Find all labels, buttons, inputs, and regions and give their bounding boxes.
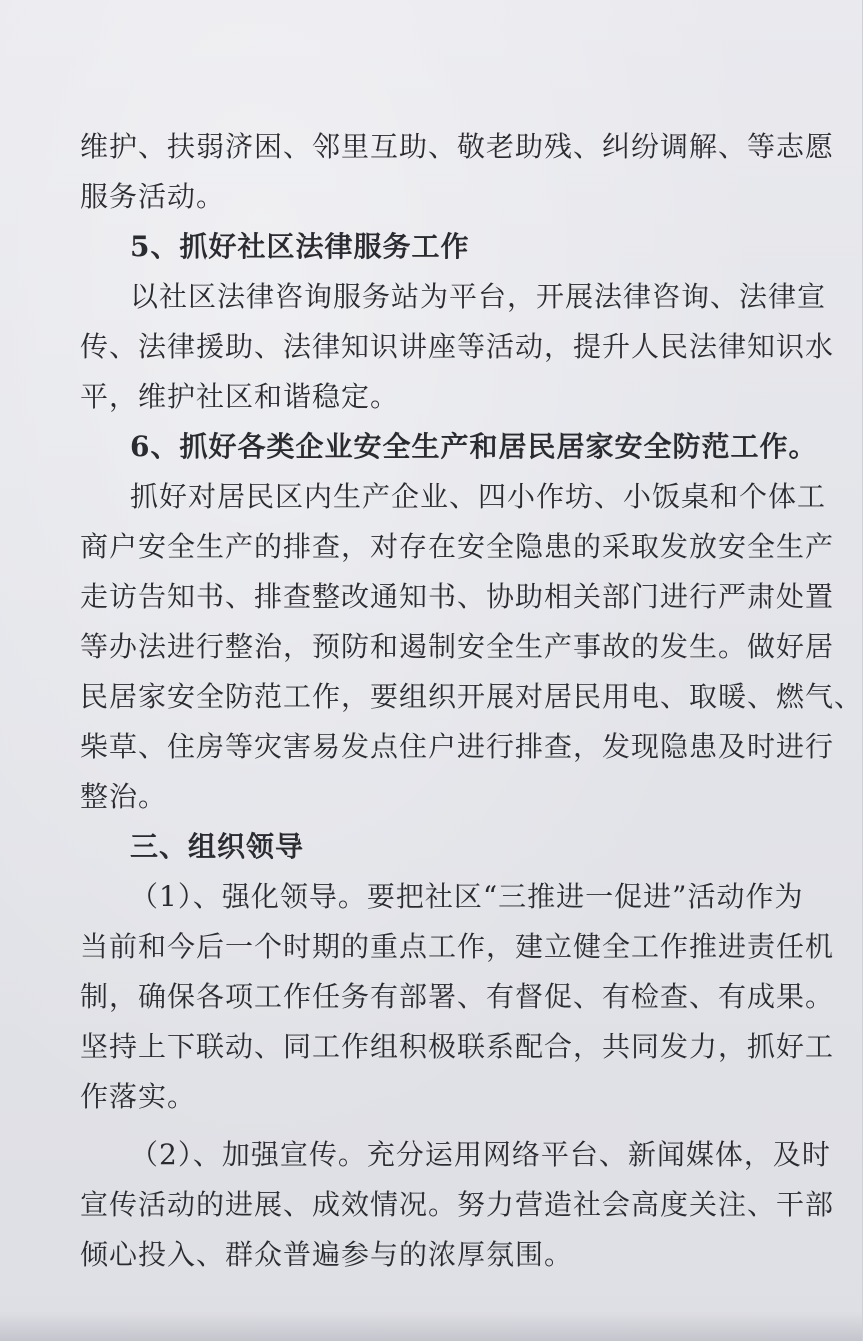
text-line: （1）、强化领导。要把社区“三推进一促进”活动作为 <box>130 880 804 913</box>
text-line: 以社区法律咨询服务站为平台，开展法律咨询、法律宣 <box>130 280 827 313</box>
text-line: 坚持上下联动、同工作组积极联系配合，共同发力，抓好工 <box>80 1030 835 1063</box>
document-body <box>80 122 863 1280</box>
text-line: 传、法律援助、法律知识讲座等活动，提升人民法律知识水 <box>80 330 835 363</box>
text-line: 当前和今后一个时期的重点工作，建立健全工作推进责任机 <box>80 930 835 963</box>
section-heading: 5、抓好社区法律服务工作 <box>130 230 470 263</box>
text-line: 柴草、住房等灾害易发点住户进行排查，发现隐患及时进行 <box>80 730 835 763</box>
text-line: 服务活动。 <box>80 180 226 213</box>
text-line: 整治。 <box>80 780 168 813</box>
paragraph-gap <box>80 1122 760 1130</box>
text-line: 制，确保各项工作任务有部署、有督促、有检查、有成果。 <box>80 980 835 1013</box>
text-line: 等办法进行整治，预防和遏制安全生产事故的发生。做好居 <box>80 630 835 663</box>
section-heading: 6、抓好各类企业安全生产和居民居家安全防范工作。 <box>130 430 818 463</box>
text-line: 抓好对居民区内生产企业、四小作坊、小饭桌和个体工 <box>130 480 827 513</box>
text-line: 民居家安全防范工作，要组织开展对居民用电、取暖、燃气、 <box>80 680 863 713</box>
text-line: 商户安全生产的排查，对存在安全隐患的采取发放安全生产 <box>80 530 835 563</box>
text-line: 平，维护社区和谐稳定。 <box>80 380 400 413</box>
text-line: （2）、加强宣传。充分运用网络平台、新闻媒体，及时 <box>130 1138 831 1171</box>
text-line: 走访告知书、排查整改通知书、协助相关部门进行严肃处置 <box>80 580 835 613</box>
text-line: 维护、扶弱济困、邻里互助、敬老助残、纠纷调解、等志愿 <box>80 130 835 163</box>
text-line: 倾心投入、群众普遍参与的浓厚氛围。 <box>80 1238 574 1271</box>
text-line: 作落实。 <box>80 1080 197 1113</box>
page-shadow <box>0 1311 862 1341</box>
text-line: 宣传活动的进展、成效情况。努力营造社会高度关注、干部 <box>80 1188 835 1221</box>
chapter-heading: 三、组织领导 <box>130 830 305 863</box>
